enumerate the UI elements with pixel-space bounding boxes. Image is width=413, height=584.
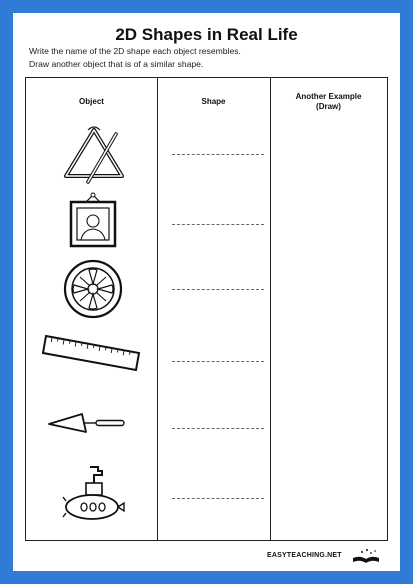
header-another-example-line2: (Draw) bbox=[316, 102, 341, 111]
column-divider bbox=[157, 78, 158, 540]
answer-blank[interactable] bbox=[172, 224, 264, 225]
page-title: 2D Shapes in Real Life bbox=[115, 25, 298, 44]
triangle-instrument-icon bbox=[58, 124, 130, 186]
answer-blank[interactable] bbox=[172, 498, 264, 499]
answer-blank[interactable] bbox=[172, 154, 264, 155]
worksheet bbox=[13, 13, 400, 571]
column-divider bbox=[270, 78, 271, 540]
brand-footer: EASYTEACHING.NET bbox=[267, 552, 342, 559]
instruction-line-1: Write the name of the 2D shape each object resembles. bbox=[29, 46, 241, 56]
header-object: Object bbox=[79, 97, 104, 106]
wheel-icon bbox=[62, 258, 124, 320]
header-another-example bbox=[270, 92, 387, 112]
picture-frame-icon bbox=[68, 192, 118, 248]
header-shape: Shape bbox=[201, 97, 226, 106]
answer-blank[interactable] bbox=[172, 428, 264, 429]
instruction-line-2: Draw another object that is of a similar shape. bbox=[29, 59, 204, 69]
ruler-icon bbox=[42, 332, 142, 374]
answer-blank[interactable] bbox=[172, 361, 264, 362]
worksheet-table bbox=[25, 77, 388, 541]
book-logo-icon bbox=[351, 548, 381, 569]
trowel-icon bbox=[46, 408, 128, 438]
submarine-icon bbox=[62, 463, 128, 527]
answer-blank[interactable] bbox=[172, 289, 264, 290]
header-another-example-line1: Another Example bbox=[295, 92, 362, 101]
